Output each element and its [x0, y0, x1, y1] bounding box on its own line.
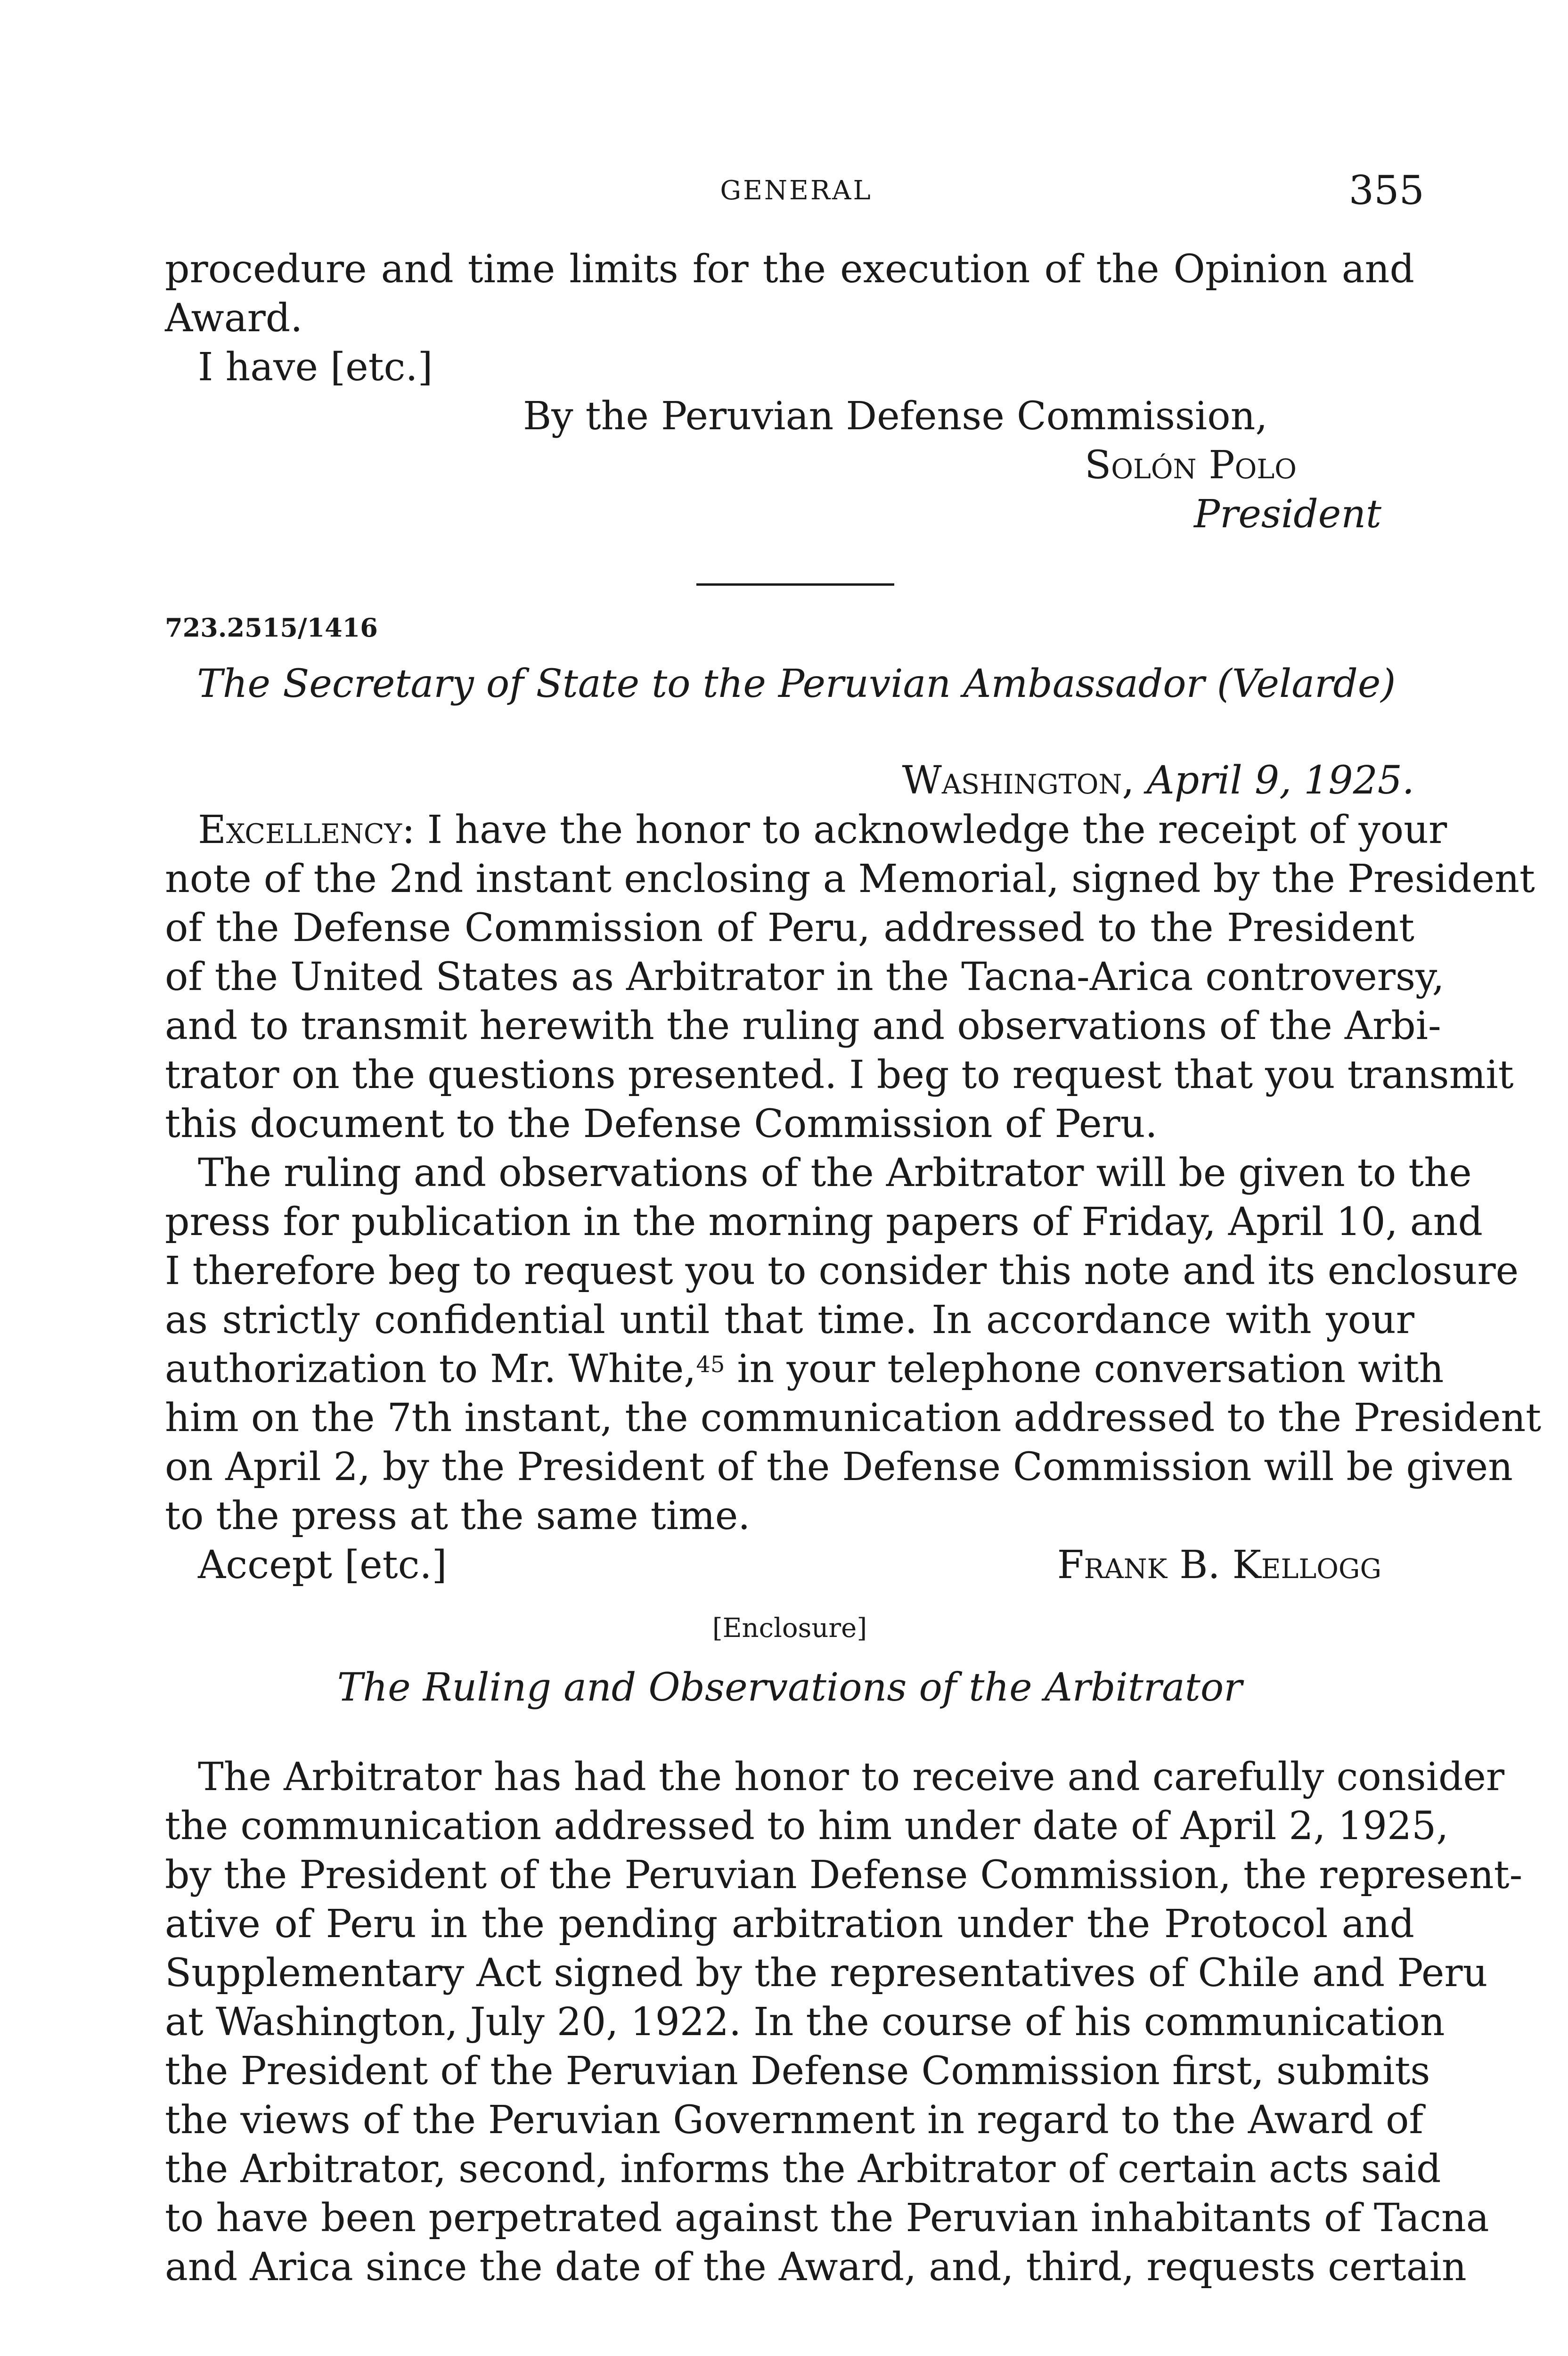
- dateline-date: April 9, 1925.: [1146, 758, 1414, 803]
- salutation: Excellency:: [198, 808, 415, 852]
- text-line: The Arbitrator has had the honor to receive and carefully consider: [198, 1755, 1505, 1800]
- page-number: 355: [1348, 167, 1424, 213]
- text-line: ative of Peru in the pending arbitration under the Protocol and: [165, 1902, 1414, 1947]
- text-line: and Arica since the date of the Award, and, third, requests certain: [165, 2245, 1467, 2290]
- text-line: on April 2, by the President of the Defense Commission will be given: [165, 1445, 1513, 1489]
- text-line: of the United States as Arbitrator in the Tacna-Arica controversy,: [165, 955, 1445, 999]
- prior-letter-end: [165, 245, 1414, 539]
- text-line: and to transmit herewith the ruling and observations of the Arbi-: [165, 1004, 1441, 1048]
- enclosure-title: [165, 1663, 1414, 1712]
- text-line: to the press at the same time.: [165, 1494, 751, 1538]
- text-line: as strictly confidential until that time. In accordance with your: [165, 1298, 1414, 1342]
- letter-body: [165, 806, 1542, 1590]
- text-line: Excellency: I have the honor to acknowledge the receipt of your: [198, 808, 1447, 852]
- text-line: the views of the Peruvian Government in regard to the Award of: [165, 2098, 1423, 2143]
- text-line: note of the 2nd instant enclosing a Memorial, signed by the President: [165, 857, 1535, 901]
- file-number: 723.2515/1416: [165, 613, 378, 643]
- text-line: the communication addressed to him under date of April 2, 1925,: [165, 1804, 1449, 1849]
- enclosure-title-text: The Ruling and Observations of the Arbitrator: [337, 1665, 1242, 1710]
- closing-phrase: I have [etc.]: [198, 345, 433, 390]
- text-line: at Washington, July 20, 1922. In the course of his communication: [165, 2000, 1445, 2045]
- text-line: The ruling and observations of the Arbitrator will be given to the: [198, 1151, 1472, 1195]
- text-line: the President of the Peruvian Defense Commission first, submits: [165, 2049, 1430, 2094]
- text-line: by the President of the Peruvian Defense Commission, the represent-: [165, 1853, 1523, 1898]
- enclosure-body: [165, 1753, 1523, 2292]
- running-title: GENERAL: [720, 175, 873, 206]
- dateline-place: Washington,: [902, 758, 1135, 803]
- text-line: to have been perpetrated against the Peruvian inhabitants of Tacna: [165, 2196, 1489, 2241]
- dateline: [165, 756, 1414, 805]
- letter-heading-text: The Secretary of State to the Peruvian Ambassador (Velarde): [197, 662, 1396, 706]
- signer-name: Solón Polo: [1085, 443, 1297, 488]
- signer-name: Frank B. Kellogg: [1057, 1543, 1381, 1587]
- text-line: Award.: [165, 296, 303, 341]
- text-line: him on the 7th instant, the communication addressed to the President: [165, 1396, 1542, 1440]
- letter-heading: [197, 660, 1417, 709]
- text-line: I therefore beg to request you to consider this note and its enclosure: [165, 1249, 1519, 1293]
- text-line: press for publication in the morning papers of Friday, April 10, and: [165, 1200, 1483, 1244]
- by-line: By the Peruvian Defense Commission,: [523, 394, 1268, 439]
- text-line: the Arbitrator, second, informs the Arbitrator of certain acts said: [165, 2147, 1441, 2192]
- text-line: trator on the questions presented. I beg to request that you transmit: [165, 1053, 1514, 1097]
- enclosure-label: [165, 1600, 1414, 1653]
- text-line: Supplementary Act signed by the representatives of Chile and Peru: [165, 1951, 1488, 1996]
- closing-phrase: Accept [etc.]: [198, 1543, 447, 1587]
- text-line: authorization to Mr. White,$^{45}$ in your telephone conversation with: [165, 1347, 1444, 1391]
- text-line: of the Defense Commission of Peru, addressed to the President: [165, 906, 1414, 950]
- signer-title: President: [1194, 492, 1381, 537]
- footnote-reference: 45: [696, 1351, 725, 1378]
- text-line: procedure and time limits for the execution of the Opinion and: [165, 247, 1414, 292]
- letter-closing-row: [165, 1541, 1414, 1590]
- text-line: this document to the Defense Commission of Peru.: [165, 1102, 1158, 1146]
- enclosure-label-text: [Enclosure]: [712, 1613, 867, 1644]
- section-divider: [696, 583, 894, 586]
